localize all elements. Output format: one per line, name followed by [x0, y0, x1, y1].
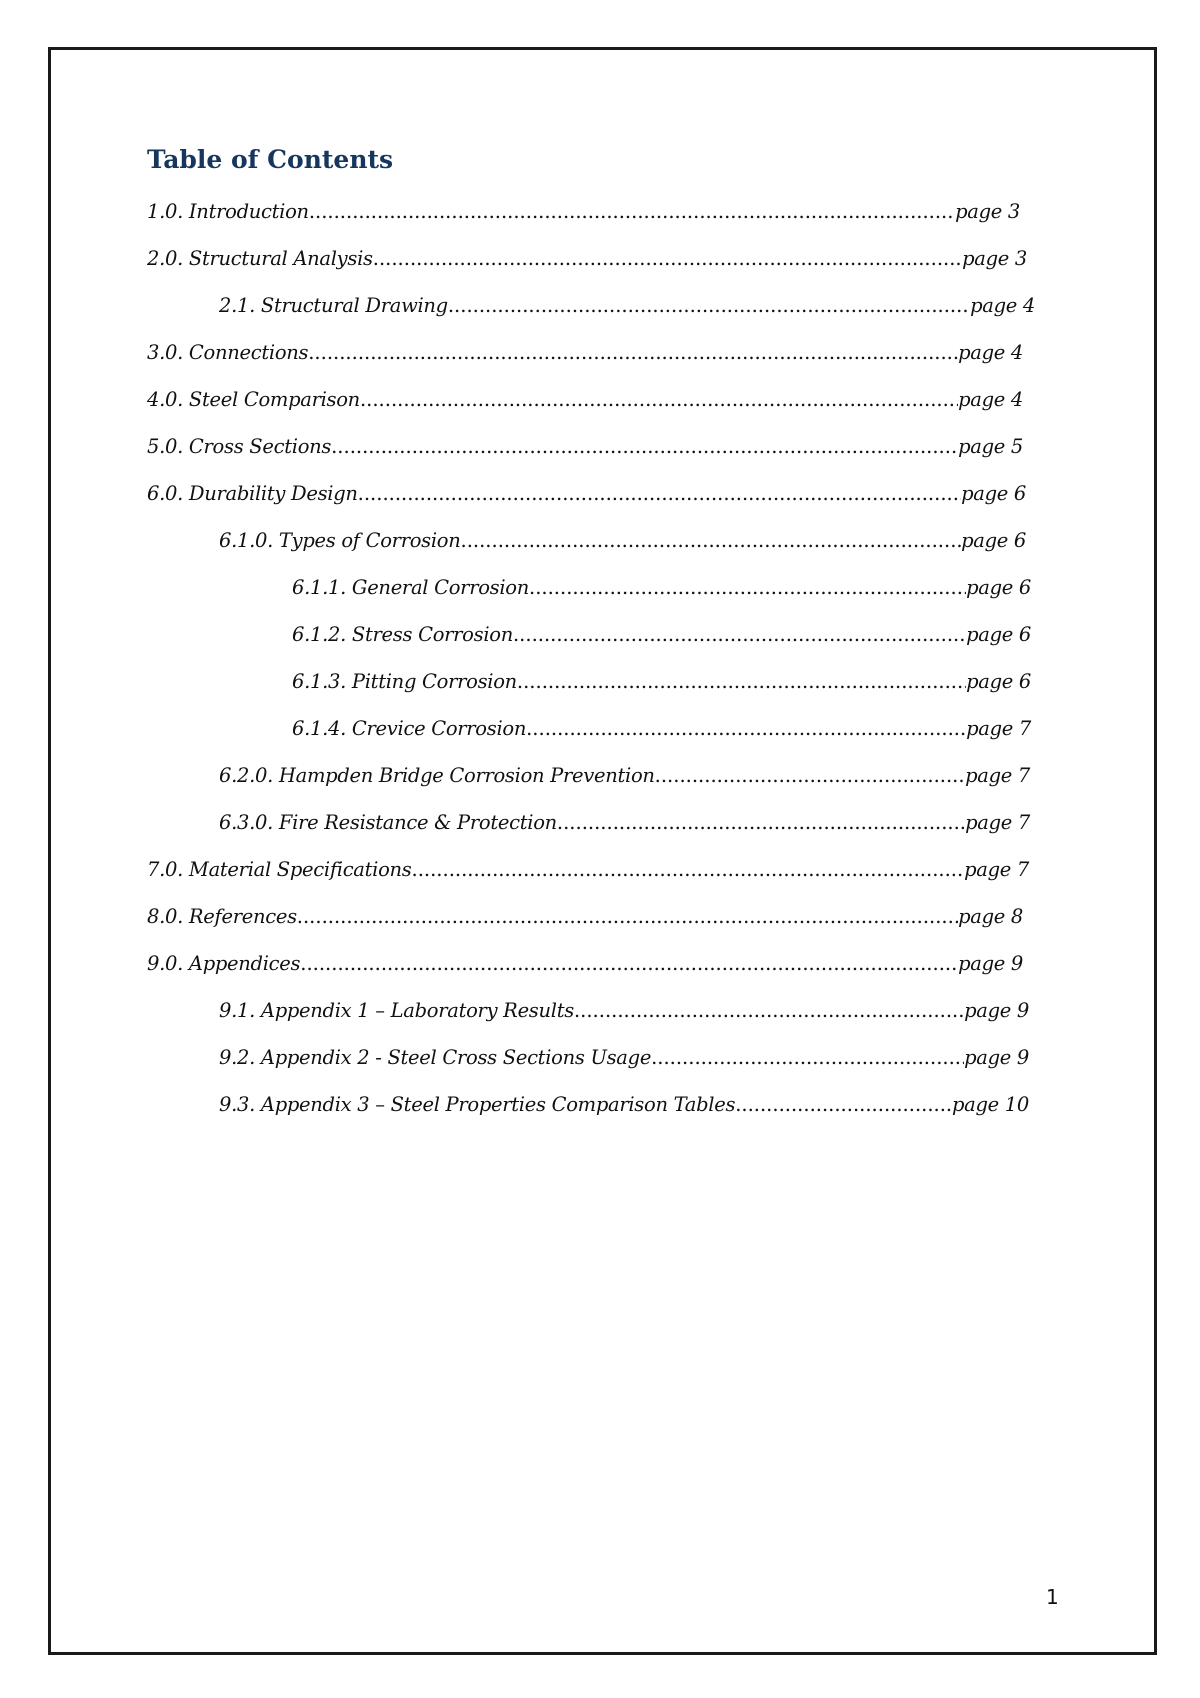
toc-entry-label: 9.0. Appendices — [147, 952, 301, 975]
toc-entry-label: 6.1.1. General Corrosion — [292, 576, 529, 599]
toc-entry-label: 6.3.0. Fire Resistance & Protection — [219, 811, 557, 834]
toc-entry-pitting-corrosion[interactable] — [292, 668, 1031, 696]
toc-dot-leader — [655, 762, 965, 790]
toc-entry-page: page 6 — [961, 529, 1026, 552]
toc-entry-page: page 7 — [966, 717, 1031, 740]
toc-entry-label: 9.3. Appendix 3 – Steel Properties Comparison Tables — [219, 1093, 736, 1116]
toc-entry-label: 6.1.2. Stress Corrosion — [292, 623, 513, 646]
toc-entry-steel-comparison[interactable] — [147, 386, 1023, 414]
toc-entry-page: page 4 — [958, 388, 1023, 411]
toc-dot-leader — [574, 997, 964, 1025]
toc-entry-page: page 6 — [966, 576, 1031, 599]
toc-entry-page: page 5 — [958, 435, 1023, 458]
toc-entry-label: 8.0. References — [147, 905, 297, 928]
toc-entry-label: 3.0. Connections — [147, 341, 309, 364]
toc-entry-label: 6.2.0. Hampden Bridge Corrosion Prevention — [219, 764, 655, 787]
toc-entry-page: page 8 — [958, 905, 1023, 928]
toc-dot-leader — [517, 668, 966, 696]
toc-dot-leader — [526, 715, 966, 743]
toc-dot-leader — [331, 433, 958, 461]
toc-dot-leader — [308, 339, 958, 367]
toc-entry-page: page 7 — [965, 811, 1030, 834]
toc-entry-label: 6.1.4. Crevice Corrosion — [292, 717, 527, 740]
toc-entry-label: 6.0. Durability Design — [147, 482, 358, 505]
toc-entry-page: page 9 — [958, 952, 1023, 975]
toc-dot-leader — [557, 809, 965, 837]
toc-dot-leader — [373, 245, 962, 273]
toc-entry-label: 2.1. Structural Drawing — [219, 294, 448, 317]
toc-entry-label: 6.1.0. Types of Corrosion — [219, 529, 461, 552]
toc-entry-appendices[interactable] — [147, 950, 1023, 978]
page-border — [48, 47, 1157, 1655]
toc-entry-page: page 4 — [958, 341, 1023, 364]
toc-entry-crevice-corrosion[interactable] — [292, 715, 1031, 743]
toc-entry-page: page 6 — [966, 670, 1031, 693]
toc-entry-label: 9.2. Appendix 2 - Steel Cross Sections Usage — [219, 1046, 652, 1069]
toc-entry-appendix-2[interactable] — [219, 1044, 1029, 1072]
toc-dot-leader — [735, 1091, 952, 1119]
toc-entry-label: 7.0. Material Specifications — [147, 858, 412, 881]
toc-dot-leader — [297, 903, 958, 931]
toc-entry-page: page 9 — [964, 999, 1029, 1022]
toc-dot-leader — [651, 1044, 964, 1072]
toc-entry-page: page 6 — [961, 482, 1026, 505]
toc-entry-page: page 6 — [966, 623, 1031, 646]
toc-entry-hampden-bridge-corrosion-prevention[interactable] — [219, 762, 1030, 790]
toc-entry-page: page 10 — [951, 1093, 1029, 1116]
toc-dot-leader — [412, 856, 965, 884]
toc-entry-connections[interactable] — [147, 339, 1023, 367]
toc-entry-types-of-corrosion[interactable] — [219, 527, 1026, 555]
toc-entry-page: page 3 — [962, 247, 1027, 270]
toc-entry-page: page 7 — [965, 764, 1030, 787]
toc-entry-page: page 4 — [970, 294, 1035, 317]
toc-entry-appendix-1[interactable] — [219, 997, 1029, 1025]
toc-dot-leader — [300, 950, 958, 978]
toc-dot-leader — [529, 574, 966, 602]
toc-entry-label: 2.0. Structural Analysis — [147, 247, 373, 270]
toc-entry-appendix-3[interactable] — [219, 1091, 1029, 1119]
toc-entry-label: 6.1.3. Pitting Corrosion — [292, 670, 517, 693]
toc-entry-label: 1.0. Introduction — [147, 200, 309, 223]
toc-dot-leader — [448, 292, 970, 320]
toc-entry-label: 9.1. Appendix 1 – Laboratory Results — [219, 999, 574, 1022]
toc-entry-material-specifications[interactable] — [147, 856, 1029, 884]
toc-entry-structural-drawing[interactable] — [219, 292, 1035, 320]
toc-entry-label: 4.0. Steel Comparison — [147, 388, 360, 411]
toc-entry-stress-corrosion[interactable] — [292, 621, 1031, 649]
toc-entry-page: page 7 — [964, 858, 1029, 881]
toc-dot-leader — [358, 480, 961, 508]
toc-entry-page: page 3 — [955, 200, 1020, 223]
toc-entry-cross-sections[interactable] — [147, 433, 1023, 461]
toc-entry-durability-design[interactable] — [147, 480, 1026, 508]
toc-entry-page: page 9 — [964, 1046, 1029, 1069]
toc-entry-fire-resistance-protection[interactable] — [219, 809, 1030, 837]
toc-dot-leader — [360, 386, 958, 414]
toc-entry-references[interactable] — [147, 903, 1023, 931]
toc-dot-leader — [461, 527, 962, 555]
page-number: 1 — [1046, 1585, 1059, 1609]
toc-entry-introduction[interactable] — [147, 198, 1020, 226]
toc-dot-leader — [513, 621, 966, 649]
toc-title: Table of Contents — [147, 145, 394, 174]
toc-dot-leader — [309, 198, 955, 226]
toc-entry-general-corrosion[interactable] — [292, 574, 1031, 602]
toc-entry-label: 5.0. Cross Sections — [147, 435, 332, 458]
toc-entry-structural-analysis[interactable] — [147, 245, 1027, 273]
